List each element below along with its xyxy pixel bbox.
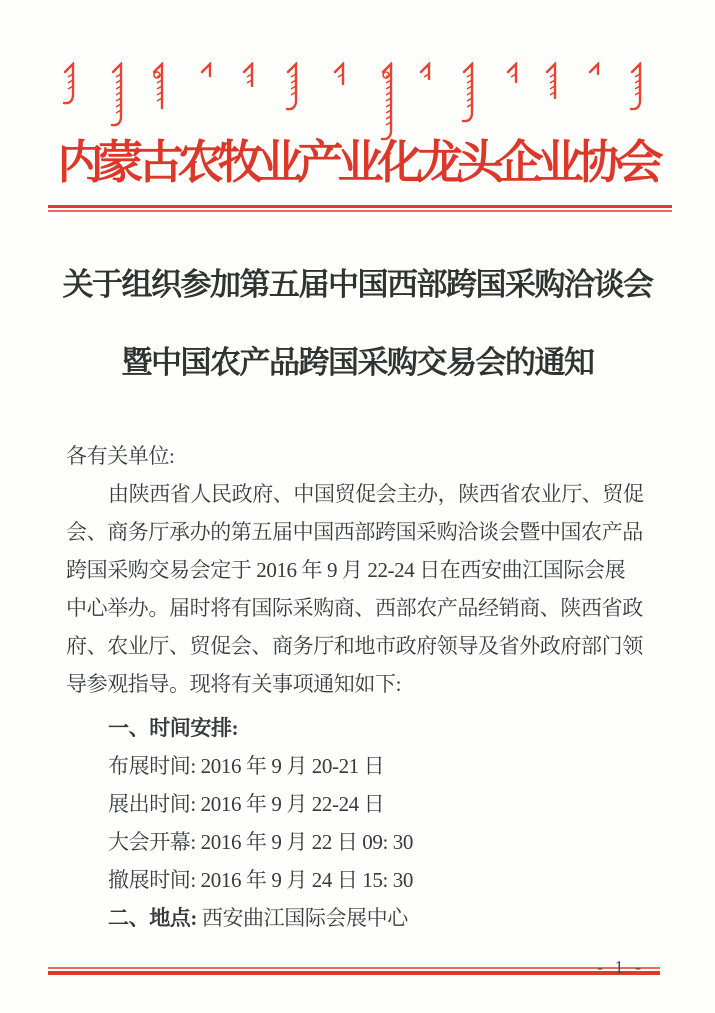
text-segment: 二、地点: [108,906,202,930]
text-line: 府、农业厅、贸促会、商务厅和地市政府领导及省外政府部门领 [66,634,643,658]
page-number: - 1 - [597,957,643,977]
rule-thick-line [48,971,660,975]
text-line: 会、商务厅承办的第五届中国西部跨国采购洽谈会暨中国农产品 [66,520,643,544]
text-line: 布展时间: 2016 年 9 月 20-21 日 [108,754,385,778]
body-text [66,437,662,937]
text-line: 大会开幕: 2016 年 9 月 22 日 09: 30 [108,830,413,854]
text-line: 导参观指导。现将有关事项通知如下: [66,672,402,696]
notice-title-line2: 暨中国农产品跨国采购交易会的通知 [121,345,594,380]
text-line: 展出时间: 2016 年 9 月 22-24 日 [108,792,385,816]
header-double-rule [48,205,672,212]
mongolian-word-glyph [62,62,80,117]
mongolian-word-glyph [110,62,128,139]
notice-title-line1: 关于组织参加第五届中国西部跨国采购洽谈会 [62,267,653,302]
mongolian-word-glyph [587,62,605,95]
mongolian-word-glyph [418,62,436,100]
text-line: 跨国采购交易会定于 2016 年 9 月 22-24 日在西安曲江国际会展 [66,558,626,582]
mongolian-word-glyph [332,62,350,105]
footer-double-rule [48,967,660,975]
text-line: 中心举办。届时将有国际采购商、西部农产品经销商、陕西省政 [66,596,643,620]
mongolian-script-banner [0,0,715,150]
text-line: 一、时间安排: [108,716,239,740]
mongolian-word-glyph [285,62,303,123]
mongolian-word-glyph [461,62,479,135]
rule-thin-line [48,210,672,212]
text-line: 各有关单位: [66,444,175,468]
mongolian-word-glyph [199,62,217,97]
mongolian-word-glyph [544,62,562,119]
mongolian-word-glyph [629,62,647,123]
org-name-title: 内蒙古农牧业产业化龙头企业协会 [57,137,658,188]
text-line: 撤展时间: 2016 年 9 月 24 日 15: 30 [108,868,413,892]
text-line [66,899,662,937]
mongolian-word-glyph [505,62,523,103]
mongolian-word-glyph [241,62,259,107]
text-line: 由陕西省人民政府、中国贸促会主办，陕西省农业厅、贸促 [108,482,644,506]
text-segment: 西安曲江国际会展中心 [201,906,408,930]
rule-thin-line [48,967,660,969]
mongolian-word-glyph [151,62,169,129]
rule-thick-line [48,205,672,208]
